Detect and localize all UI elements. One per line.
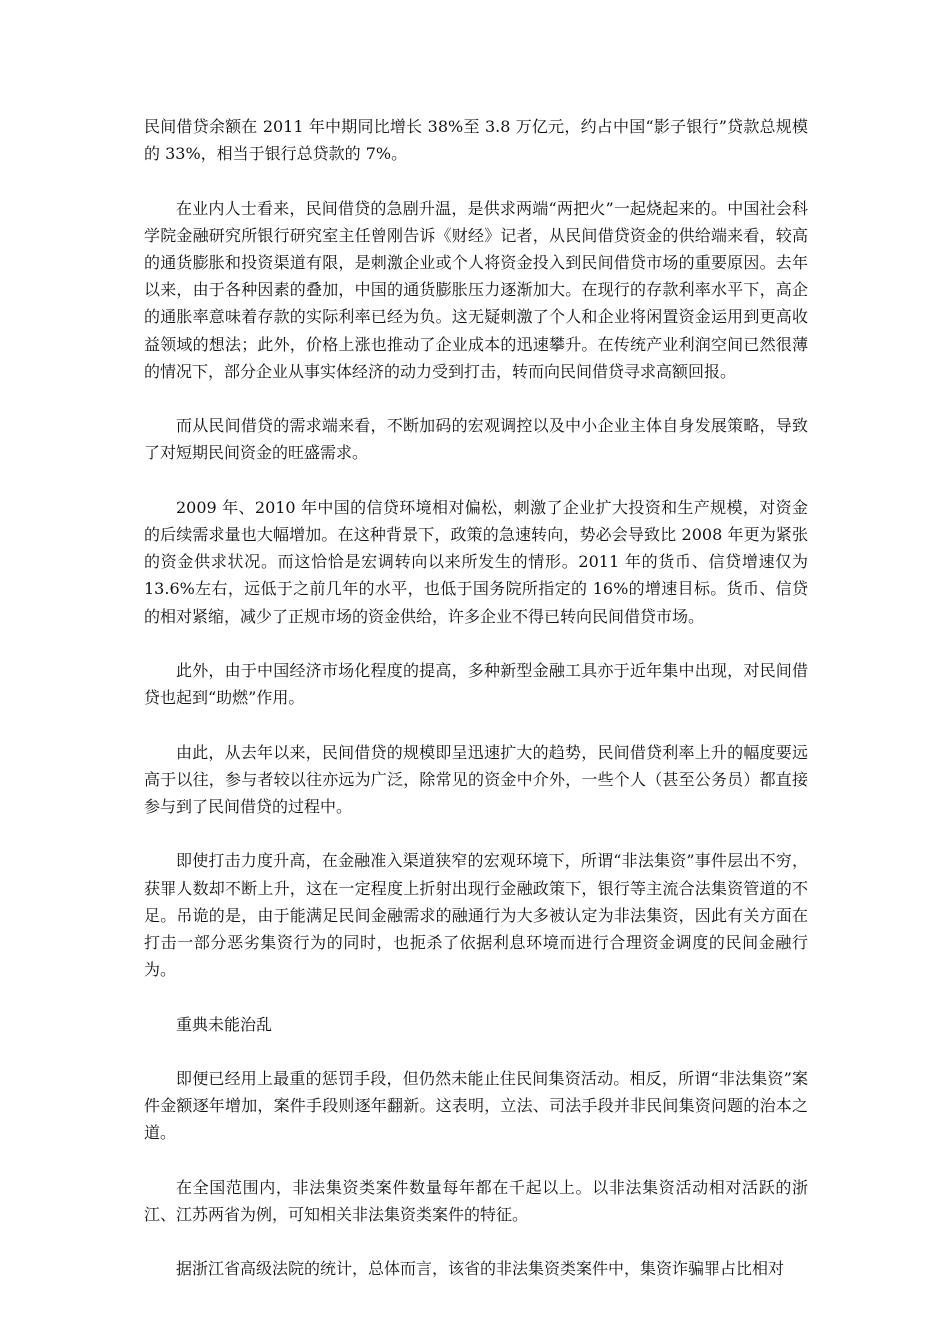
paragraph-3: 而从民间借贷的需求端来看，不断加码的宏观调控以及中小企业主体自身发展策略，导致了对短期民间资金的旺盛需求。 (144, 416, 808, 463)
paragraph-6: 由此，从去年以来，民间借贷的规模即呈迅速扩大的趋势，民间借贷利率上升的幅度要远高于以往，参与者较以往亦远为广泛，除常见的资金中介外，一些个人（甚至公务员）都直接参与到了民间借贷的过程中。 (144, 742, 808, 816)
paragraph-4: 2009 年、2010 年中国的信贷环境相对偏松，刺激了企业扩大投资和生产规模，对资金的后续需求量也大幅增加。在这种背景下，政策的急速转向，势必会导致比 2008 年更为紧张的资金供求状况。而这恰恰是宏调转向以来所发生的情形。2011 年的货币、信贷增速仅为 13.6%左右，远低于之前几年的水平，也低于国务院所指定的 16%的增速目标。货币、信贷的相对紧缩，减少了正规市场的资金供给，许多企业不得已转向民间借贷市场。 (144, 497, 808, 626)
paragraph-5: 此外，由于中国经济市场化程度的提高，多种新型金融工具亦于近年集中出现，对民间借贷也起到“助燃”作用。 (144, 661, 808, 708)
paragraph-10: 据浙江省高级法院的统计，总体而言，该省的非法集资类案件中，集资诈骗罪占比相对 (176, 1259, 785, 1279)
paragraph-8: 即便已经用上最重的惩罚手段，但仍然未能止住民间集资活动。相反，所谓“非法集资”案件金额逐年增加，案件手段则逐年翻新。这表明，立法、司法手段并非民间集资问题的治本之道。 (144, 1068, 808, 1143)
section-heading: 重典未能治乱 (176, 1014, 273, 1034)
paragraph-1: 民间借贷余额在 2011 年中期同比增长 38%至 3.8 万亿元，约占中国“影子银行”贷款总规模的 33%，相当于银行总贷款的 7%。 (144, 117, 808, 164)
document-body (144, 113, 808, 1310)
paragraph-9: 在全国范围内，非法集资类案件数量每年都在千起以上。以非法集资活动相对活跃的浙江、江苏两省为例，可知相关非法集资类案件的特征。 (144, 1177, 808, 1224)
paragraph-2: 在业内人士看来，民间借贷的急剧升温，是供求两端“两把火”一起烧起来的。中国社会科学院金融研究所银行研究室主任曾刚告诉《财经》记者，从民间借贷资金的供给端来看，较高的通货膨胀和投资渠道有限，是刺激企业或个人将资金投入到民间借贷市场的重要原因。去年以来，由于各种因素的叠加，中国的通货膨胀压力逐渐加大。在现行的存款利率水平下，高企的通胀率意味着存款的实际利率已经为负。这无疑刺激了个人和企业将闲置资金运用到更高收益领域的想法；此外，价格上涨也推动了企业成本的迅速攀升。在传统产业利润空间已然很薄的情况下，部分企业从事实体经济的动力受到打击，转而向民间借贷寻求高额回报。 (144, 198, 808, 381)
paragraph-7: 即使打击力度升高，在金融准入渠道狭窄的宏观环境下，所谓“非法集资”事件层出不穷，获罪人数却不断上升，这在一定程度上折射出现行金融政策下，银行等主流合法集资管道的不足。吊诡的是，由于能满足民间金融需求的融通行为大多被认定为非法集资，因此有关方面在打击一部分恶劣集资行为的同时，也扼杀了依据利息环境而进行合理资金调度的民间金融行为。 (144, 851, 808, 980)
